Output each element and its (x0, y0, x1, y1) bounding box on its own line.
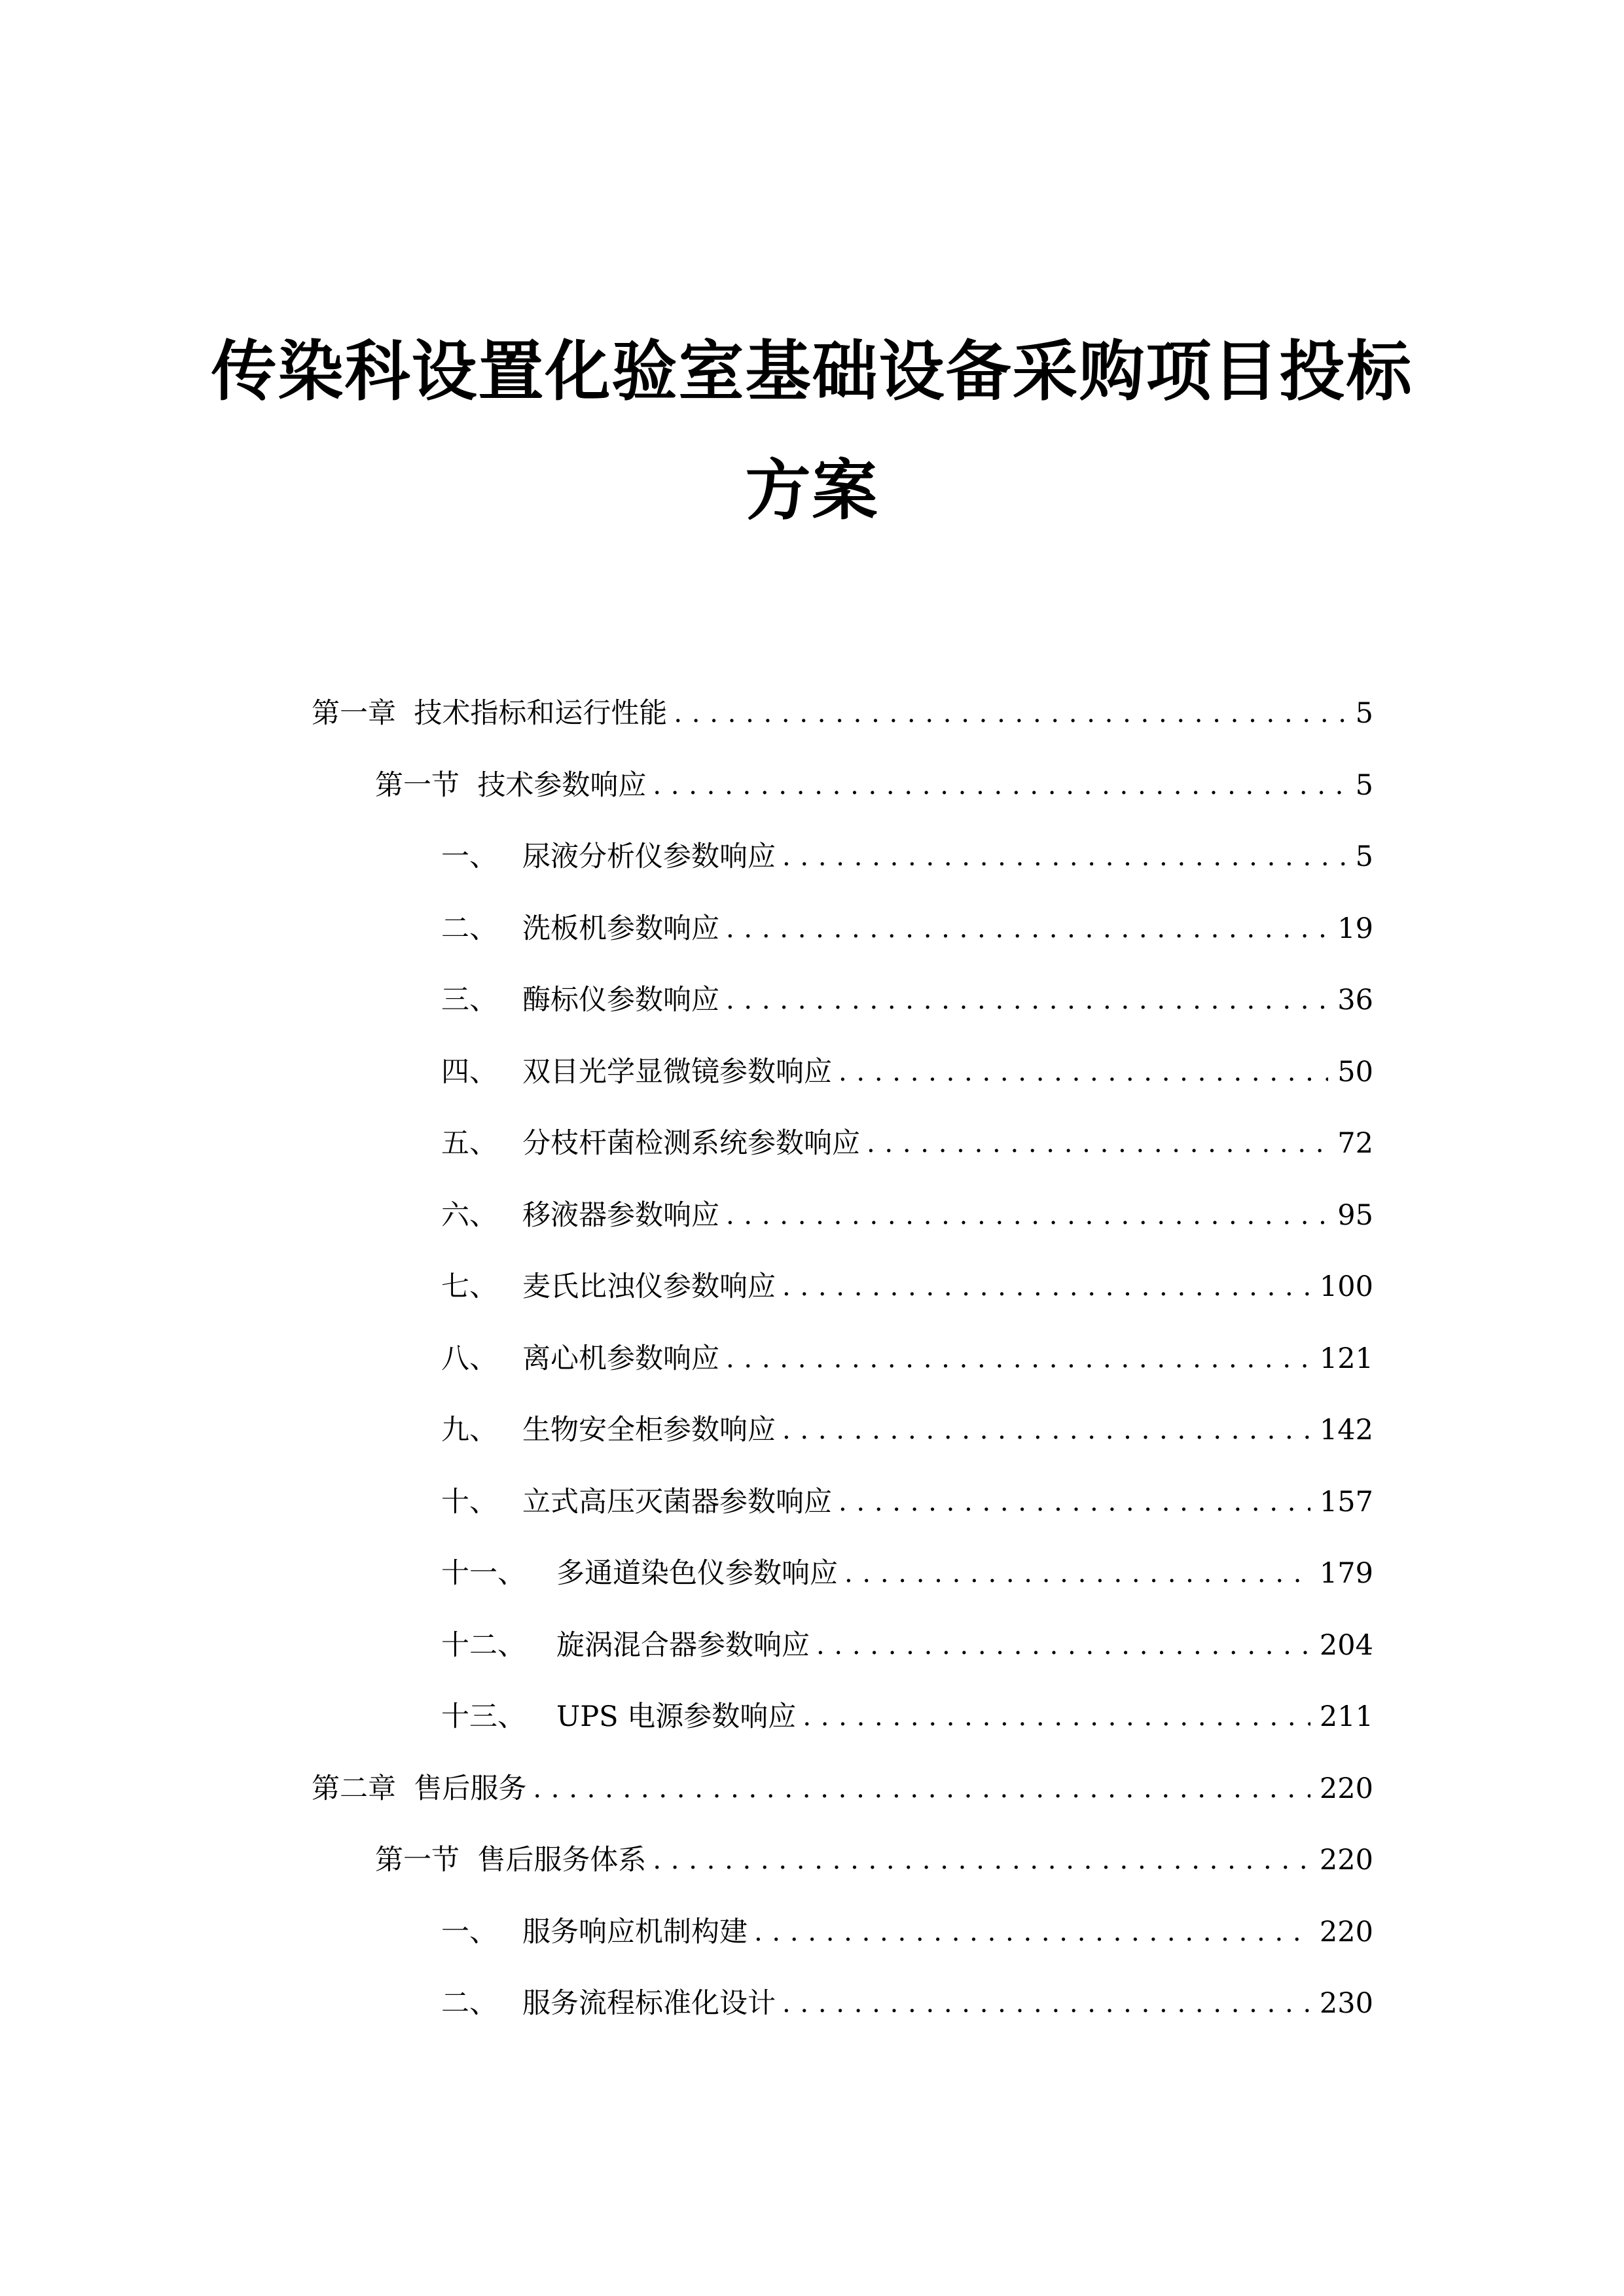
toc-entry[interactable] (441, 980, 1373, 1020)
toc-page-number: 220 (1319, 1772, 1373, 1805)
toc-page-number: 72 (1337, 1127, 1373, 1160)
toc-entry-text: 酶标仪参数响应 (522, 984, 719, 1016)
toc-leader-dots (839, 1052, 1328, 1092)
toc-leader-dots (816, 1626, 1310, 1665)
toc-page-number: 19 (1337, 912, 1373, 945)
document-title-line1: 传染科设置化验室基础设备采购项目投标 (211, 333, 1413, 410)
toc-entry-text: 洗板机参数响应 (522, 912, 719, 945)
toc-entry-number: 二、 (441, 912, 497, 945)
toc-entry[interactable] (441, 1196, 1373, 1235)
toc-entry-number: 五、 (441, 1127, 497, 1160)
toc-page-number: 142 (1319, 1414, 1373, 1446)
toc-page-number: 36 (1337, 984, 1373, 1016)
toc-page-number: 5 (1355, 840, 1373, 873)
toc-entry-label (375, 1840, 646, 1880)
toc-leader-dots (726, 980, 1328, 1020)
toc-entry-number: 四、 (441, 1055, 497, 1088)
toc-page-number: 230 (1319, 1987, 1373, 2020)
toc-entry-label (441, 837, 776, 876)
toc-entry-label (312, 694, 667, 733)
toc-entry-label (441, 980, 719, 1020)
toc-entry-label (441, 1124, 860, 1163)
toc-leader-dots (754, 1912, 1310, 1952)
toc-entry[interactable] (441, 1912, 1373, 1952)
toc-leader-dots (803, 1697, 1310, 1736)
toc-leader-dots (533, 1769, 1310, 1808)
toc-page-number: 5 (1355, 697, 1373, 730)
toc-leader-dots (726, 909, 1328, 948)
toc-page-number: 100 (1319, 1270, 1373, 1303)
toc-entry-text: 双目光学显微镜参数响应 (522, 1055, 832, 1088)
toc-entry-text: 分枝杆菌检测系统参数响应 (522, 1127, 860, 1160)
toc-entry-text: 技术参数响应 (477, 768, 647, 802)
toc-leader-dots (653, 1840, 1310, 1880)
toc-entry-label (441, 1697, 796, 1736)
toc-entry-label (375, 766, 646, 805)
toc-entry[interactable] (441, 1124, 1373, 1163)
toc-entry-text: 旋涡混合器参数响应 (556, 1628, 810, 1662)
toc-entry-label (441, 1339, 719, 1378)
toc-entry-label (441, 1482, 832, 1522)
toc-leader-dots (782, 1410, 1310, 1450)
toc-entry[interactable] (441, 1482, 1373, 1522)
toc-entry-label (312, 1769, 526, 1808)
toc-page-number: 121 (1319, 1342, 1373, 1375)
toc-entry[interactable] (441, 1410, 1373, 1450)
toc-page-number: 211 (1319, 1700, 1373, 1733)
toc-entry[interactable] (441, 1984, 1373, 2023)
toc-leader-dots (867, 1124, 1328, 1163)
toc-entry-text: 移液器参数响应 (522, 1198, 719, 1232)
toc-entry-text: 立式高压灭菌器参数响应 (522, 1485, 832, 1518)
toc-leader-dots (782, 837, 1346, 876)
toc-entry-number: 第一节 (375, 768, 460, 802)
toc-leader-dots (782, 1267, 1310, 1306)
toc-leader-dots (674, 694, 1346, 733)
toc-entry-text: 麦氏比浊仪参数响应 (522, 1270, 776, 1303)
toc-entry[interactable] (441, 837, 1373, 876)
toc-leader-dots (839, 1482, 1310, 1522)
toc-leader-dots (726, 1339, 1310, 1378)
toc-entry-text: 多通道染色仪参数响应 (556, 1557, 838, 1590)
toc-entry-text: 生物安全柜参数响应 (522, 1414, 776, 1446)
toc-entry-number: 第一章 (312, 697, 396, 730)
toc-page-number: 220 (1319, 1915, 1373, 1948)
toc-entry-text: 技术指标和运行性能 (414, 697, 668, 730)
toc-entry-number: 八、 (441, 1342, 497, 1375)
toc-entry[interactable] (441, 1267, 1373, 1306)
toc-leader-dots (653, 766, 1346, 805)
toc-entry-label (441, 1554, 838, 1593)
toc-entry-number: 七、 (441, 1270, 497, 1303)
toc-entry-label (441, 909, 719, 948)
toc-entry-number: 十三、 (441, 1700, 526, 1733)
toc-entry[interactable] (441, 1554, 1373, 1593)
toc-entry-number: 第一节 (375, 1844, 460, 1876)
toc-page-number: 5 (1355, 768, 1373, 802)
toc-entry-text: 离心机参数响应 (522, 1342, 719, 1375)
toc-entry-number: 十一、 (441, 1557, 526, 1590)
toc-page-number: 179 (1319, 1557, 1373, 1590)
toc-entry-text: 售后服务体系 (477, 1844, 647, 1876)
toc-entry-text: 售后服务 (414, 1772, 527, 1805)
toc-entry-label (441, 1626, 810, 1665)
toc-entry-number: 九、 (441, 1414, 497, 1446)
toc-page-number: 50 (1337, 1055, 1373, 1088)
toc-entry[interactable] (441, 1626, 1373, 1665)
toc-entry[interactable] (441, 909, 1373, 948)
toc-entry-label (441, 1052, 832, 1092)
toc-leader-dots (844, 1554, 1310, 1593)
toc-entry-number: 二、 (441, 1987, 497, 2020)
toc-entry-number: 三、 (441, 984, 497, 1016)
toc-entry-label (441, 1267, 776, 1306)
toc-entry[interactable] (441, 1339, 1373, 1378)
toc-leader-dots (782, 1984, 1310, 2023)
toc-entry-label (441, 1984, 776, 2023)
toc-leader-dots (726, 1196, 1328, 1235)
toc-entry-label (441, 1196, 719, 1235)
toc-entry[interactable] (441, 1052, 1373, 1092)
toc-entry[interactable] (375, 766, 1373, 805)
toc-entry-text: UPS 电源参数响应 (556, 1700, 797, 1733)
toc-page-number: 220 (1319, 1844, 1373, 1876)
toc-entry-number: 一、 (441, 1915, 497, 1948)
toc-entry[interactable] (375, 1840, 1373, 1880)
toc-entry-number: 六、 (441, 1198, 497, 1232)
toc-entry-text: 尿液分析仪参数响应 (522, 840, 776, 873)
document-title-line2: 方案 (745, 452, 879, 529)
toc-entry[interactable] (312, 1769, 1373, 1808)
toc-entry[interactable] (312, 694, 1373, 733)
toc-entry-number: 第二章 (312, 1772, 396, 1805)
toc-entry[interactable] (441, 1697, 1373, 1736)
toc-entry-label (441, 1410, 776, 1450)
toc-entry-number: 十、 (441, 1485, 497, 1518)
toc-entry-number: 一、 (441, 840, 497, 873)
toc-entry-text: 服务流程标准化设计 (522, 1987, 776, 2020)
toc-page-number: 204 (1319, 1628, 1373, 1662)
toc-page-number: 95 (1337, 1198, 1373, 1232)
toc-entry-number: 十二、 (441, 1628, 526, 1662)
toc-entry-label (441, 1912, 748, 1952)
toc-entry-text: 服务响应机制构建 (522, 1915, 748, 1948)
toc-page-number: 157 (1319, 1485, 1373, 1518)
